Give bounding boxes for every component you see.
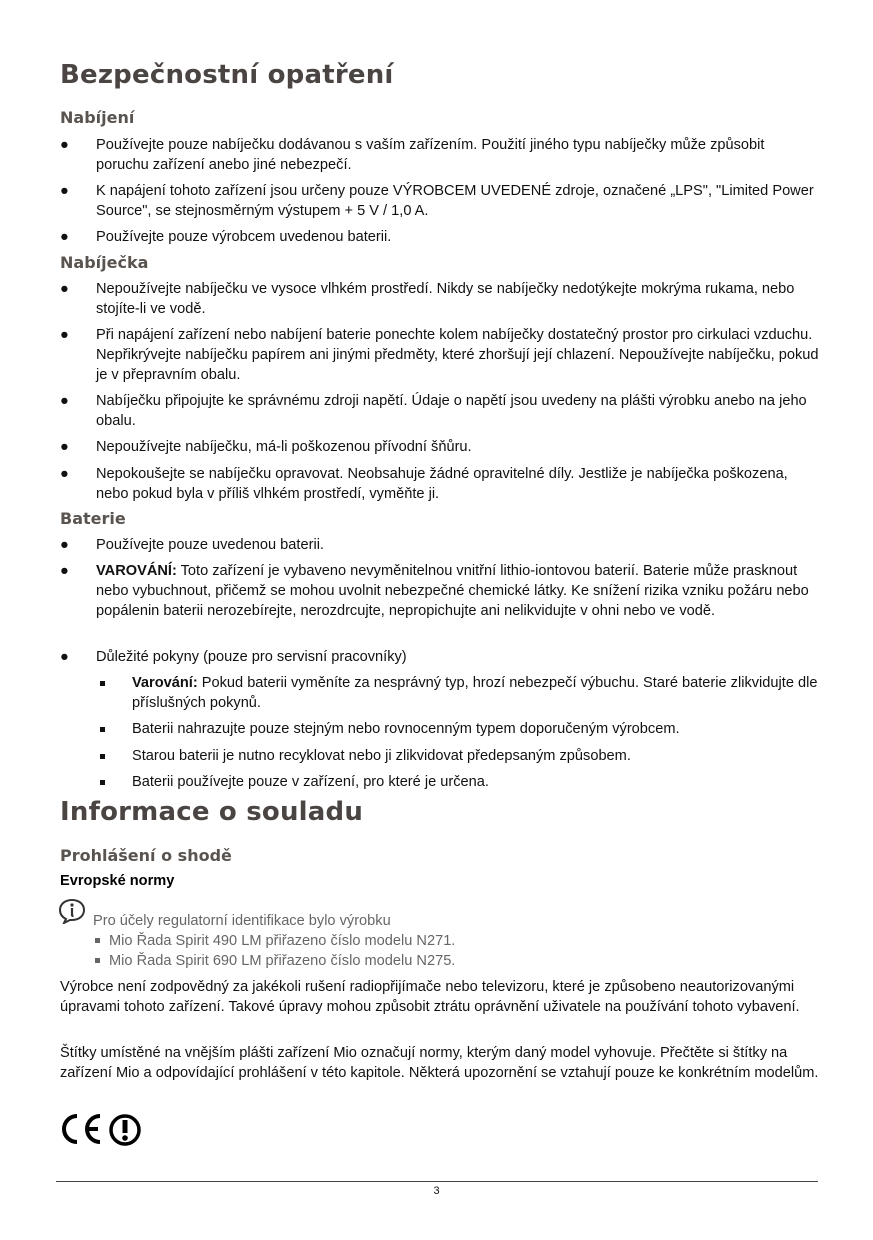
info-note-icon (58, 898, 88, 924)
note-item: Mio Řada Spirit 490 LM přiřazeno číslo modelu N271. (109, 933, 456, 949)
note-item: Mio Řada Spirit 690 LM přiřazeno číslo modelu N275. (109, 953, 456, 969)
page-number: 3 (433, 1185, 440, 1197)
alert-mark-icon (108, 1113, 142, 1147)
square-bullet-icon (95, 938, 100, 943)
paragraph-liability: Výrobce není zodpovědný za jakékoli rušení radiopřijímače nebo televizoru, které je způsobeno neautorizovanými úpravami tohoto zařízení. Takové úpravy mohou způsobit ztrátu oprávnění uživatele na používání tohoto vybavení. (60, 979, 800, 1015)
warning-label: VAROVÁNÍ: (96, 563, 177, 579)
ce-mark-icon (58, 1112, 108, 1146)
bullet-icon: ● (60, 327, 69, 343)
bullet-icon: ● (60, 281, 69, 297)
bullet-icon: ● (60, 563, 69, 579)
declaration-title: Prohlášení o shodě (60, 846, 232, 865)
bullet-icon: ● (60, 466, 69, 482)
ce-mark (58, 1112, 108, 1146)
bullet-icon: ● (60, 649, 69, 665)
section-title-nabijecka: Nabíječka (60, 253, 149, 272)
square-bullet-icon (100, 727, 105, 732)
warning-text: Toto zařízení je vybaveno nevyměnitelnou vnitřní lithio-iontovou baterií. Baterie může prasknout nebo vybuchnout, přičemž se mohou uvolnit nebezpečné chemické látky. Ke snížení rizika vzniku požáru nebo popálenin baterii nerozebírejte, nerozdrcujte, nepropichujte ani nelikvidujte v ohni nebo ve vodě. (96, 563, 809, 619)
bullet-icon: ● (60, 137, 69, 153)
square-bullet-icon (100, 754, 105, 759)
sub-warning-text: Pokud baterii vyměníte za nesprávný typ, hrozí nebezpečí výbuchu. Staré baterie zlikvidujte dle příslušných pokynů. (132, 675, 818, 711)
square-bullet-icon (100, 681, 105, 686)
square-bullet-icon (95, 958, 100, 963)
document-page: Bezpečnostní opatření Nabíjení ● Používejte pouze nabíječku dodávanou s vaším zařízením. Použití jiného typu nabíječky může způsobit poruchu zařízení anebo jiné nebezpečí. ● K napájení tohoto zařízení jsou určeny pouze VÝROBCEM UVEDENÉ zdroje, označené „LPS", "Limited Power Source", se stejnosměrným výstupem + 5 V / 1,0 A. ● Používejte pouze výrobcem uvedenou baterii. Nabíječka ● Nepoužívejte nabíječku ve vysoce vlhkém prostředí. Nikdy se nabíječky nedotýkejte mokrýma rukama, nebo stojíte-li ve vodě. ● Při napájení zařízení nebo nabíjení baterie ponechte kolem nabíječky dostatečný prostor pro cirkulaci vzduchu. Nepřikrývejte nabíječku papírem ani jinými předměty, které zhoršují její chlazení. Nepoužívejte nabíječku, pokud je v přepravním obalu. ● Nabíječku připojujte ke správnému zdroji napětí. Údaje o napětí jsou uvedeny na plášti výrobku anebo na jeho obalu. ● Nepoužívejte nabíječku, má-li poškozenou přívodní šňůru. ● Nepokoušejte se nabíječku opravovat. Neobsahuje žádné opravitelné díly. Jestliže je nabíječka poškozena, nebo pokud byla v příliš vlhkém prostředí, vyměňte ji. Baterie ● Používejte pouze uvedenou baterii. ● VAROVÁNÍ: Toto zařízení je vybaveno nevyměnitelnou vnitřní lithio-iontovou baterií. Baterie může prasknout nebo vybuchnout, přičemž se mohou uvolnit nebezpečné chemické látky. Ke snížení rizika vzniku požáru nebo popálenin baterii nerozebírejte, nerozdrcujte, nepropichujte ani nelikvidujte v ohni nebo ve vodě. ● Důležité pokyny (pouze pro servisní pracovníky) Varování: Pokud baterii vyměníte za nesprávný typ, hrozí nebezpečí výbuchu. Staré baterie zlikvidujte dle příslušných pokynů. Baterii nahrazujte pouze stejným nebo rovnocenným typem doporučeným výrobcem. Starou baterii je nutno recyklovat nebo ji zlikvidovat předepsaným způsobem. Baterii používejte pouze v zařízení, pro které je určena. Informace o souladu Prohlášení o shodě Evropské normy Pro účely regulatorní identifikace bylo výrobku Mio Řada Spirit 490 LM přiřazeno číslo modelu N271. Mio Řada Spirit 690 LM přiřazeno číslo modelu N275. Výrobce není zodpovědný za jakékoli rušení radiopřijímače nebo televizoru, které je způsobeno neautorizovanými úpravami tohoto zařízení. Takové úpravy mohou způsobit ztrátu oprávnění uživatele na používání tohoto vybavení. Štítky umístěné na vnějším plášti zařízení Mio označují normy, kterým daný model vyhovuje. Přečtěte si štítky na zařízení Mio a odpovídající prohlášení v této kapitole. Některá upozornění se vztahují pouze ke konkrétním modelům. 3 (0, 0, 873, 1240)
section-title-baterie: Baterie (60, 509, 126, 528)
bullet-icon: ● (60, 393, 69, 409)
bullet-icon: ● (60, 183, 69, 199)
bullet-icon: ● (60, 229, 69, 245)
heading-safety: Bezpečnostní opatření (60, 60, 394, 90)
bullet-icon: ● (60, 537, 69, 553)
note-intro: Pro účely regulatorní identifikace bylo výrobku (93, 913, 391, 929)
paragraph-labels: Štítky umístěné na vnějším plášti zařízení Mio označují normy, kterým daný model vyhovuje. Přečtěte si štítky na zařízení Mio a odpovídající prohlášení v této kapitole. Některá upozornění se vztahují pouze ke konkrétním modelům. (60, 1045, 819, 1081)
european-title: Evropské normy (60, 873, 175, 889)
section-title-nabijeni: Nabíjení (60, 108, 135, 127)
footer-divider (56, 1181, 818, 1182)
sub-warning-label: Varování: (132, 675, 198, 691)
bullet-icon: ● (60, 439, 69, 455)
square-bullet-icon (100, 780, 105, 785)
heading-compliance: Informace o souladu (60, 797, 364, 827)
